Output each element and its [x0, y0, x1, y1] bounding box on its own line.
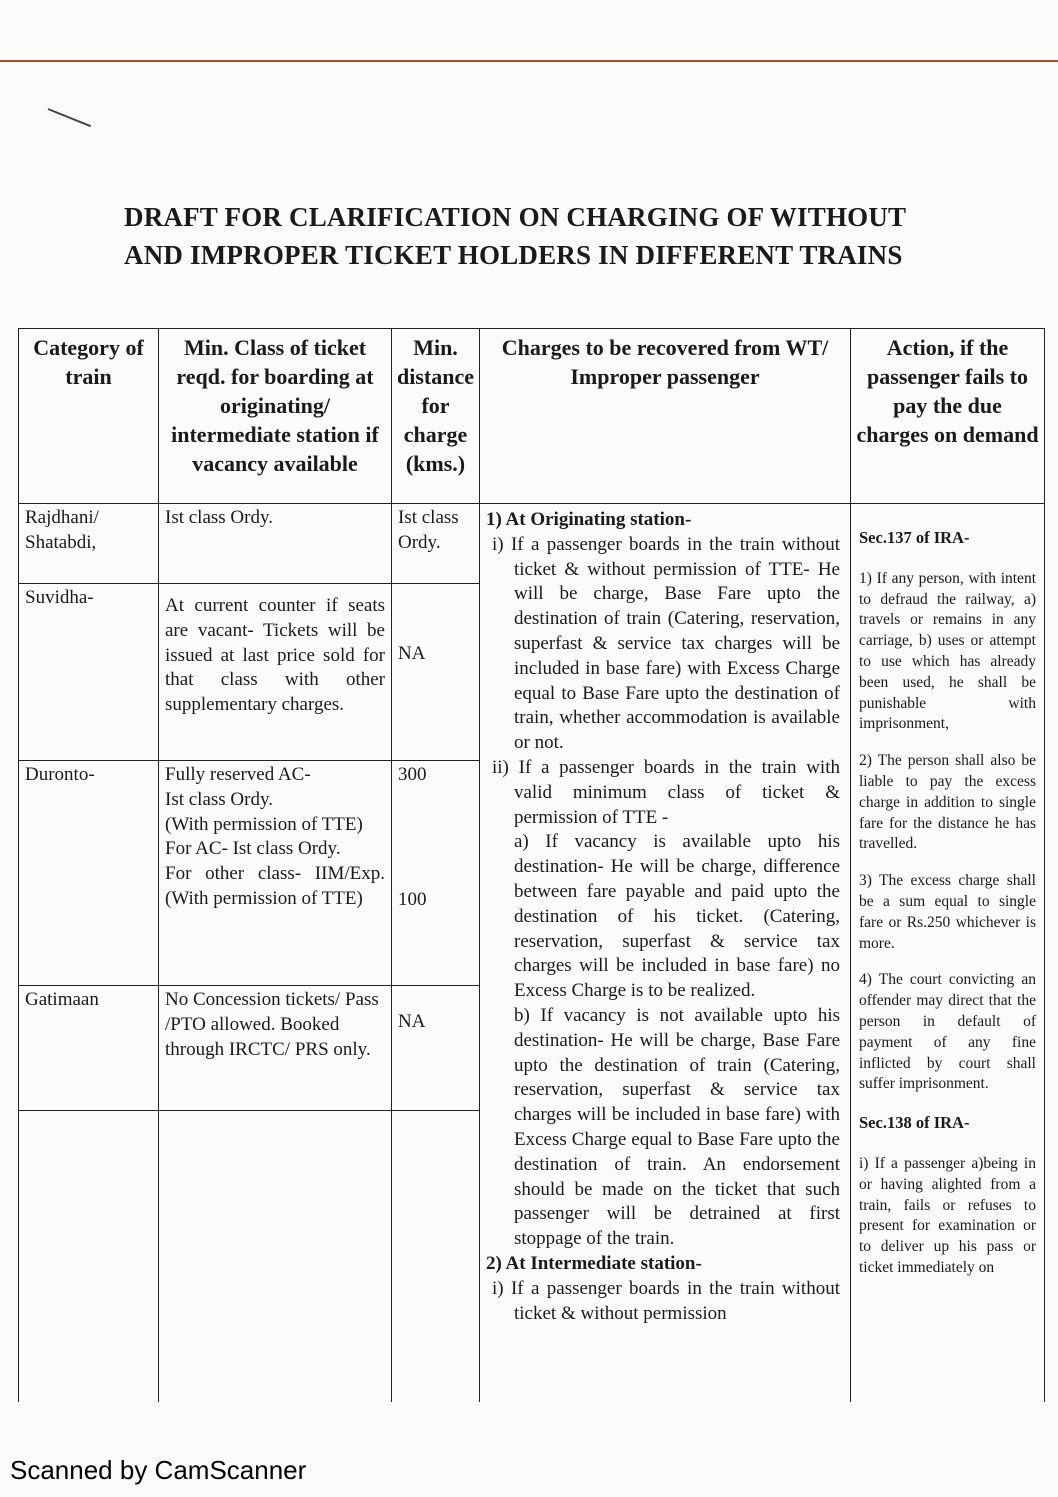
min-class-cell: At current counter if seats are vacant- Tickets will be issued at last price sold for that class with other supplementary charges.	[159, 584, 392, 761]
charges-table	[18, 328, 1045, 1402]
section-originating-heading: 1) At Originating station-	[486, 509, 692, 530]
empty-cell	[159, 1111, 392, 1403]
charges-1-ii-b: b) If vacancy is not available upto his destination- He will be charge, Base Fare upto the destination of train (Catering, reservation, superfast & service tax charges will be included in base fare) with Excess Charge equal to Base Fare upto the destination of train. An endorsement should be made on the ticket that such passenger will be detrained at first stoppage of the train.	[514, 1004, 840, 1250]
min-class-line: For other class- IIM/Exp.(With permission of TTE)	[165, 863, 385, 909]
distance-value-ac: 300	[398, 764, 427, 785]
category-cell: Suvidha-	[19, 584, 159, 761]
top-edge-line	[0, 60, 1058, 62]
title-line-2: AND IMPROPER TICKET HOLDERS IN DIFFERENT TRAINS	[124, 240, 903, 270]
sec137-clause-1: 1) If any person, with intent to defraud the railway, a) travels or remains in any carriage, b) uses or attempt to use which has already been used, he shall be punishable with imprisonment,	[859, 569, 1036, 733]
min-class-cell: Ist class Ordy.	[159, 504, 392, 584]
category-cell: Rajdhani/ Shatabdi,	[19, 504, 159, 584]
action-cell	[851, 504, 1045, 1403]
category-cell: Gatimaan	[19, 986, 159, 1111]
title-line-1: DRAFT FOR CLARIFICATION ON CHARGING OF WITHOUT	[124, 202, 907, 232]
header-charges: Charges to be recovered from WT/ Improper passenger	[480, 329, 851, 504]
distance-cell	[392, 584, 480, 761]
min-class-line: (With permission of TTE)	[165, 813, 363, 835]
distance-cell	[392, 761, 480, 986]
charges-table-container	[18, 328, 1048, 1402]
header-action: Action, if the passenger fails to pay the due charges on demand	[851, 329, 1045, 504]
charges-1-i: i) If a passenger boards in the train without ticket & without permission of TTE- He will be charge, Base Fare upto the destination of train (Catering, reservation, superfast & service tax charges will be included in base fare) with Excess Charge equal to Base Fare upto the destination of train, whether accommodation is available or not.	[492, 533, 840, 754]
sec137-clause-4: 4) The court convicting an offender may direct that the person in default of payment of any fine inflicted by court shall suffer imprisonment.	[859, 971, 1036, 1093]
min-class-cell	[159, 761, 392, 986]
distance-value: NA	[398, 643, 426, 664]
table-row	[19, 504, 1045, 584]
distance-value-other: 100	[398, 888, 427, 910]
document-title	[124, 198, 984, 274]
charges-1-ii: ii) If a passenger boards in the train with valid minimum class of ticket & permission of TTE -	[492, 756, 840, 828]
charges-1-ii-a: a) If vacancy is available upto his destination- He will be charge, difference between fare payable and paid upto the destination of his ticket. (Catering, reservation, superfast & service tax charges will be included in base fare) no Excess Charge is to be realized.	[514, 831, 840, 1002]
sec137-clause-2: 2) The person shall also be liable to pay the excess charge in addition to single fare for the distance he has travelled.	[859, 752, 1036, 853]
charges-cell	[480, 504, 851, 1403]
sec138-clause-i: i) If a passenger a)being in or having alighted from a train, fails or refuses to present for examination or to deliver up his pass or ticket immediately on	[859, 1154, 1036, 1276]
min-class-line: Fully reserved AC-	[165, 764, 311, 785]
charges-2-i: i) If a passenger boards in the train without ticket & without permission	[492, 1277, 840, 1324]
section-intermediate-heading: 2) At Intermediate station-	[486, 1252, 702, 1274]
header-category: Category of train	[19, 329, 159, 504]
empty-cell	[19, 1111, 159, 1403]
sec137-heading: Sec.137 of IRA-	[859, 528, 970, 547]
header-min-class: Min. Class of ticket reqd. for boarding at originating/ intermediate station if vacancy available	[159, 329, 392, 504]
sec137-clause-3: 3) The excess charge shall be a sum equal to single fare or Rs.250 whichever is more.	[859, 872, 1036, 952]
empty-cell	[392, 1111, 480, 1403]
category-cell: Duronto-	[19, 761, 159, 986]
scanner-watermark: Scanned by CamScanner	[10, 1455, 307, 1485]
pen-mark	[48, 108, 91, 127]
header-row	[19, 329, 1045, 504]
distance-cell	[392, 986, 480, 1111]
sec138-heading: Sec.138 of IRA-	[859, 1113, 970, 1133]
header-min-distance: Min. distance for charge (kms.)	[392, 329, 480, 504]
distance-value: NA	[398, 1011, 426, 1032]
min-class-line: For AC- Ist class Ordy.	[165, 838, 341, 860]
min-class-cell: No Concession tickets/ Pass /PTO allowed. Booked through IRCTC/ PRS only.	[159, 986, 392, 1111]
min-class-line: Ist class Ordy.	[165, 788, 273, 810]
distance-cell: Ist class Ordy.	[392, 504, 480, 584]
